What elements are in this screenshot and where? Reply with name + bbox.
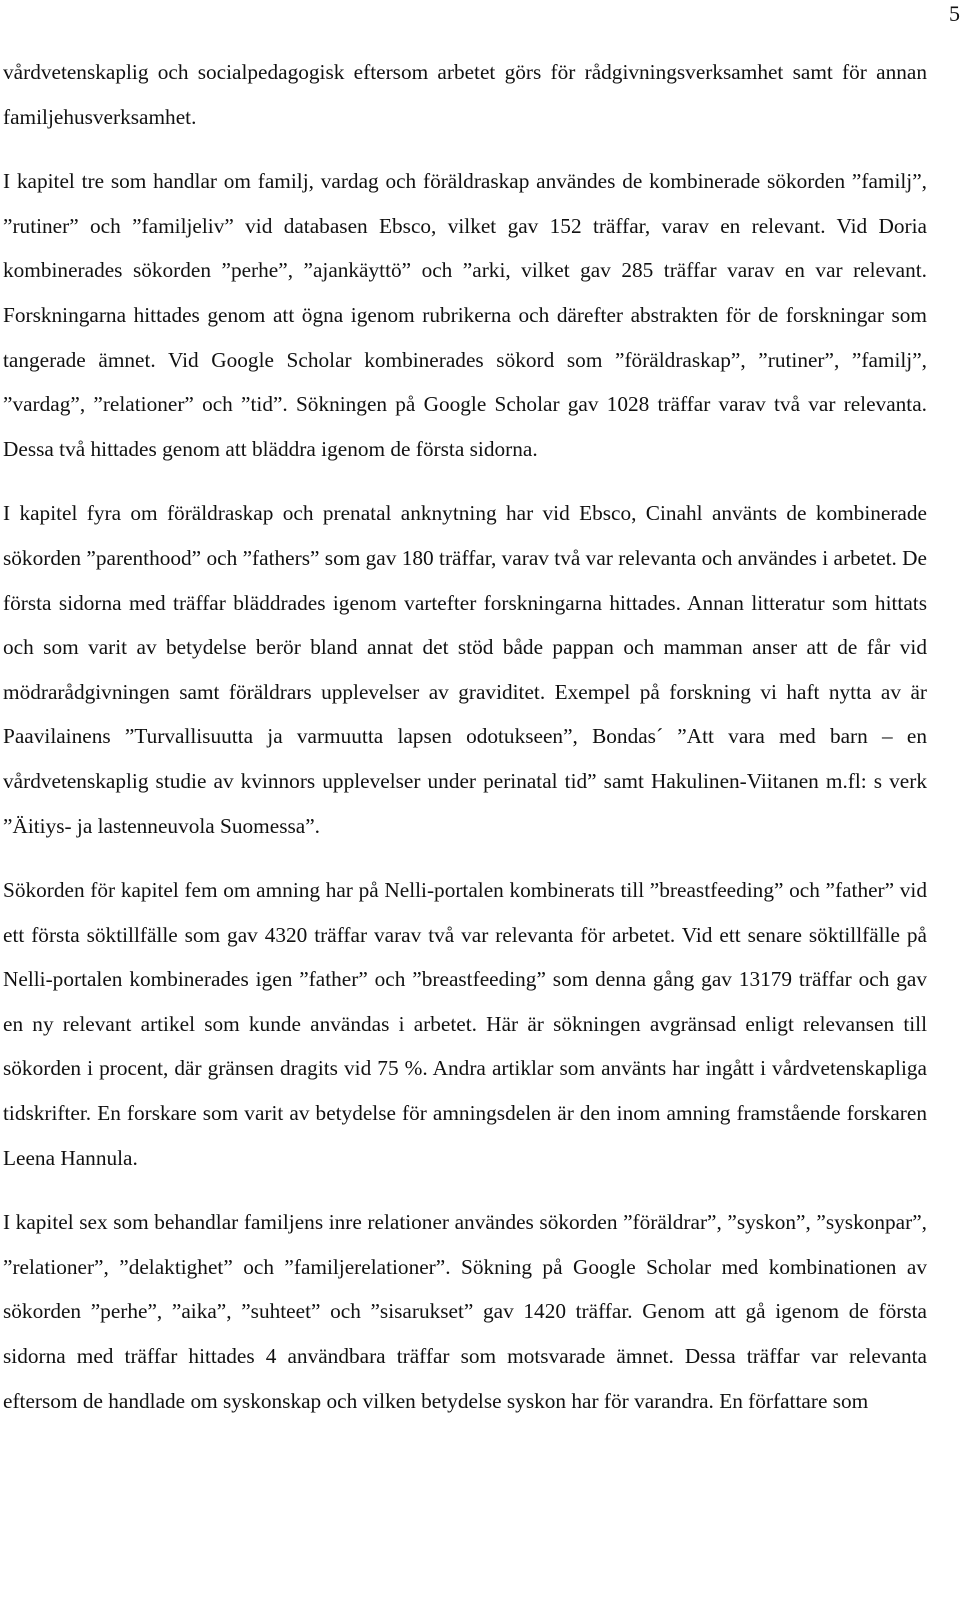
page-number: 5 [949,1,960,26]
paragraph-chapter-six: I kapitel sex som behandlar familjens inre relationer användes sökorden ”föräldrar”, ”syskon”, ”syskonpar”, ”relationer”, ”delaktighet” och ”familjerelationer”. Sökning på Google Scholar med kombinationen av sökorden ”perhe”, ”aika”, ”suhteet” och ”sisarukset” gav 1420 träffar. Genom att gå igenom de första sidorna med träffar hittades 4 användbara träffar som motsvarade ämnet. Dessa träffar var relevanta eftersom de handlade om syskonskap och vilken betydelse syskon har för varandra. En författare som [3,1210,927,1413]
paragraph-chapter-four: I kapitel fyra om föräldraskap och prenatal anknytning har vid Ebsco, Cinahl använts de kombinerade sökorden ”parenthood” och ”fathers” som gav 180 träffar, varav två var relevanta och användes i arbetet. De första sidorna med träffar bläddrades igenom vartefter forskningarna hittades. Annan litteratur som hittats och som varit av betydelse berör bland annat det stöd både pappan och mamman anser att de får vid mödrarådgivningen samt föräldrars upplevelser av graviditet. Exempel på forskning vi haft nytta av är Paavilainens ”Turvallisuutta ja varmuutta lapsen odotukseen”, Bondas´ ”Att vara med barn – en vårdvetenskaplig studie av kvinnors upplevelser under perinatal tid” samt Hakulinen-Viitanen m.fl: s verk ”Äitiys- ja lastenneuvola Suomessa”. [3,501,927,838]
paragraph-continuation: vårdvetenskaplig och socialpedagogisk eftersom arbetet görs för rådgivningsverksamhet samt för annan familjehusverksamhet. [3,60,927,129]
body-text [3,50,927,1423]
paragraph-chapter-three: I kapitel tre som handlar om familj, vardag och föräldraskap användes de kombinerade sökorden ”familj”, ”rutiner” och ”familjeliv” vid databasen Ebsco, vilket gav 152 träffar, varav en relevant. Vid Doria kombinerades sökorden ”perhe”, ”ajankäyttö” och ”arki, vilket gav 285 träffar varav en var relevant. Forskningarna hittades genom att ögna igenom rubrikerna och därefter abstrakten för de forskningar som tangerade ämnet. Vid Google Scholar kombinerades sökord som ”föräldraskap”, ”rutiner”, ”familj”, ”vardag”, ”relationer” och ”tid”. Sökningen på Google Scholar gav 1028 träffar varav två var relevanta. Dessa två hittades genom att bläddra igenom de första sidorna. [3,169,927,461]
paragraph-chapter-five: Sökorden för kapitel fem om amning har på Nelli-portalen kombinerats till ”breastfeeding” och ”father” vid ett första söktillfälle som gav 4320 träffar varav två var relevanta för arbetet. Vid ett senare söktillfälle på Nelli-portalen kombinerades igen ”father” och ”breastfeeding” som denna gång gav 13179 träffar och gav en ny relevant artikel som kunde användas i arbetet. Här är sökningen avgränsad enligt relevansen till sökorden i procent, där gränsen dragits vid 75 %. Andra artiklar som använts har ingått i vårdvetenskapliga tidskrifter. En forskare som varit av betydelse för amningsdelen är den inom amning framstående forskaren Leena Hannula. [3,878,927,1170]
